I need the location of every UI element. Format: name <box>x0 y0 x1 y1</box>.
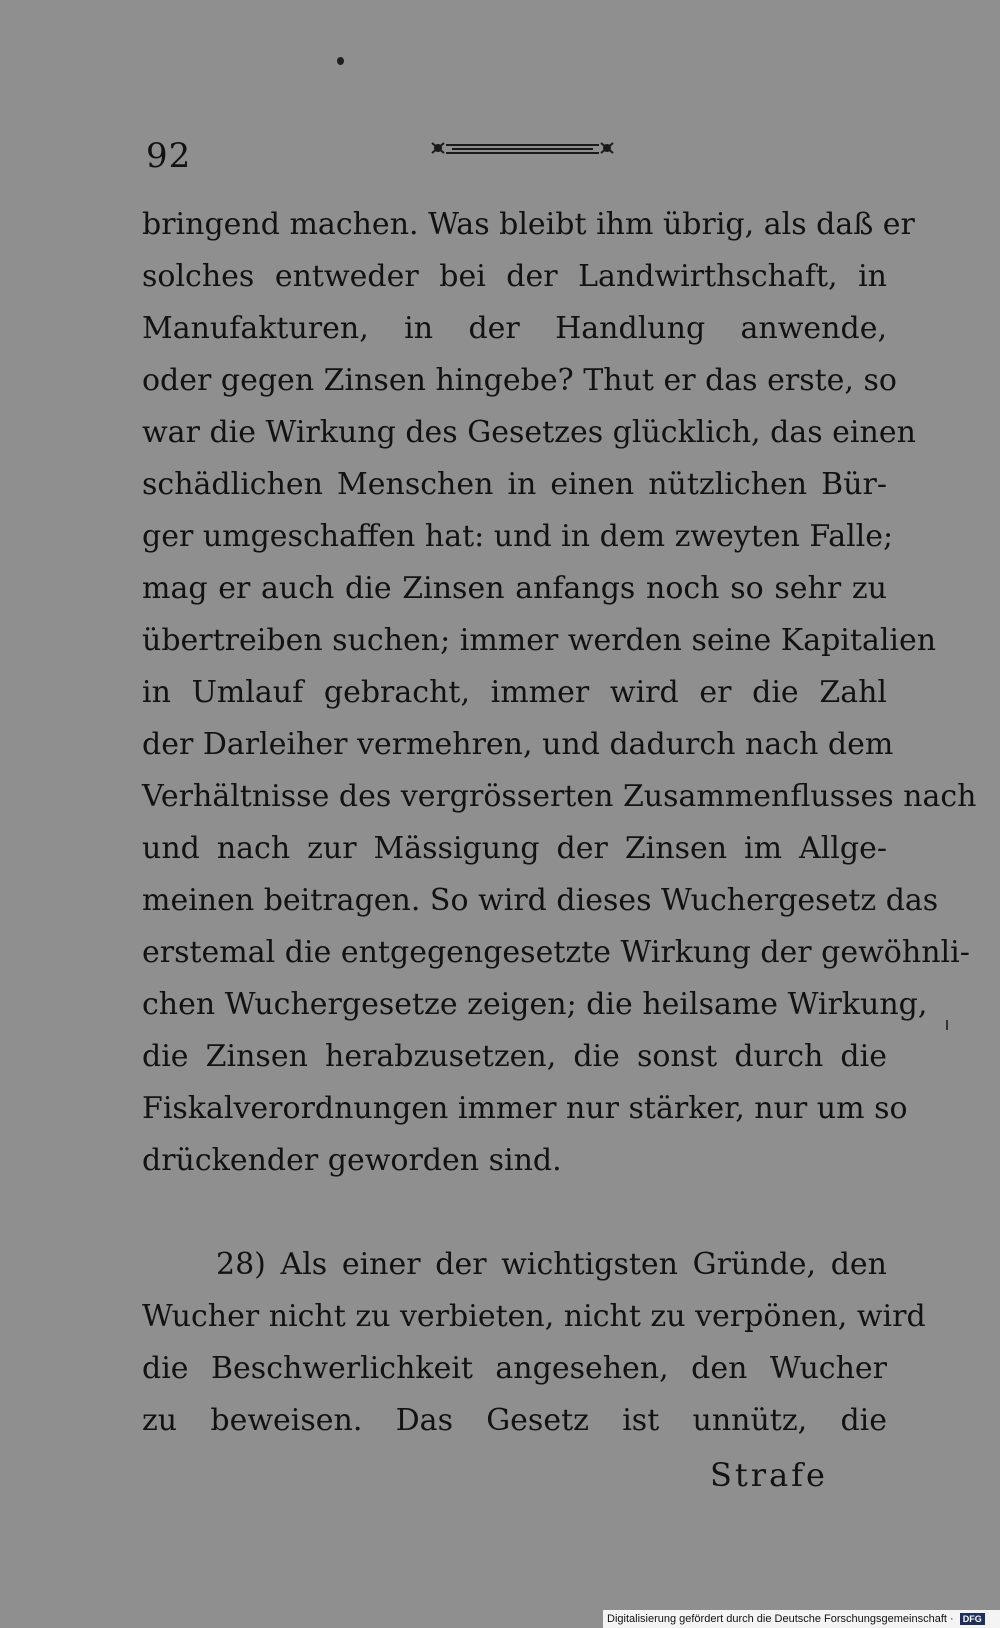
ink-speck <box>337 57 344 65</box>
text-line: chen Wuchergesetze zeigen; die heilsame Wirkung, <box>142 987 928 1022</box>
digitization-footer <box>603 1610 1000 1628</box>
text-line: die Zinsen herabzusetzen, die sonst durch die <box>142 1039 887 1074</box>
header-ornament <box>430 133 615 163</box>
ornament-rule-icon <box>430 133 615 163</box>
text-line: Fiskalverordnungen immer nur stärker, nur um so <box>142 1091 908 1126</box>
dfg-logo: DFG <box>960 1613 985 1625</box>
text-line: Verhältnisse des vergrösserten Zusammenflusses nach <box>142 779 977 814</box>
paragraph-gap <box>142 1187 887 1239</box>
text-line: erstemal die entgegengesetzte Wirkung der gewöhnli- <box>142 935 970 970</box>
text-line: die Beschwerlichkeit angesehen, den Wucher <box>142 1351 887 1386</box>
margin-mark <box>946 1020 948 1030</box>
text-line: übertreiben suchen; immer werden seine Kapitalien <box>142 623 937 658</box>
text-line: oder gegen Zinsen hingebe? Thut er das erste, so <box>142 363 897 398</box>
page-number: 92 <box>146 136 192 176</box>
text-line: zu beweisen. Das Gesetz ist unnütz, die <box>142 1403 887 1438</box>
text-line: ger umgeschaffen hat: und in dem zweyten Falle; <box>142 519 894 554</box>
text-line: meinen beitragen. So wird dieses Wuchergesetz das <box>142 883 939 918</box>
text-line: Wucher nicht zu verbieten, nicht zu verpönen, wird <box>142 1299 926 1334</box>
text-line: der Darleiher vermehren, und dadurch nach dem <box>142 727 894 762</box>
text-line: bringend machen. Was bleibt ihm übrig, als daß er <box>142 207 915 242</box>
text-line: 28) Als einer der wichtigsten Gründe, den <box>216 1247 887 1282</box>
text-line: und nach zur Mässigung der Zinsen im Allge- <box>142 831 887 866</box>
footer-text: Digitalisierung gefördert durch die Deutsche Forschungsgemeinschaft · <box>607 1613 954 1625</box>
catchword: Strafe <box>710 1456 828 1494</box>
text-line: Manufakturen, in der Handlung anwende, <box>142 311 887 346</box>
body-text <box>142 199 977 1447</box>
text-line: war die Wirkung des Gesetzes glücklich, das einen <box>142 415 916 450</box>
text-line: in Umlauf gebracht, immer wird er die Zahl <box>142 675 887 710</box>
text-line: solches entweder bei der Landwirthschaft, in <box>142 259 887 294</box>
text-line: schädlichen Menschen in einen nützlichen Bür- <box>142 467 887 502</box>
text-line: drückender geworden sind. <box>142 1143 562 1178</box>
text-line: mag er auch die Zinsen anfangs noch so sehr zu <box>142 571 887 606</box>
